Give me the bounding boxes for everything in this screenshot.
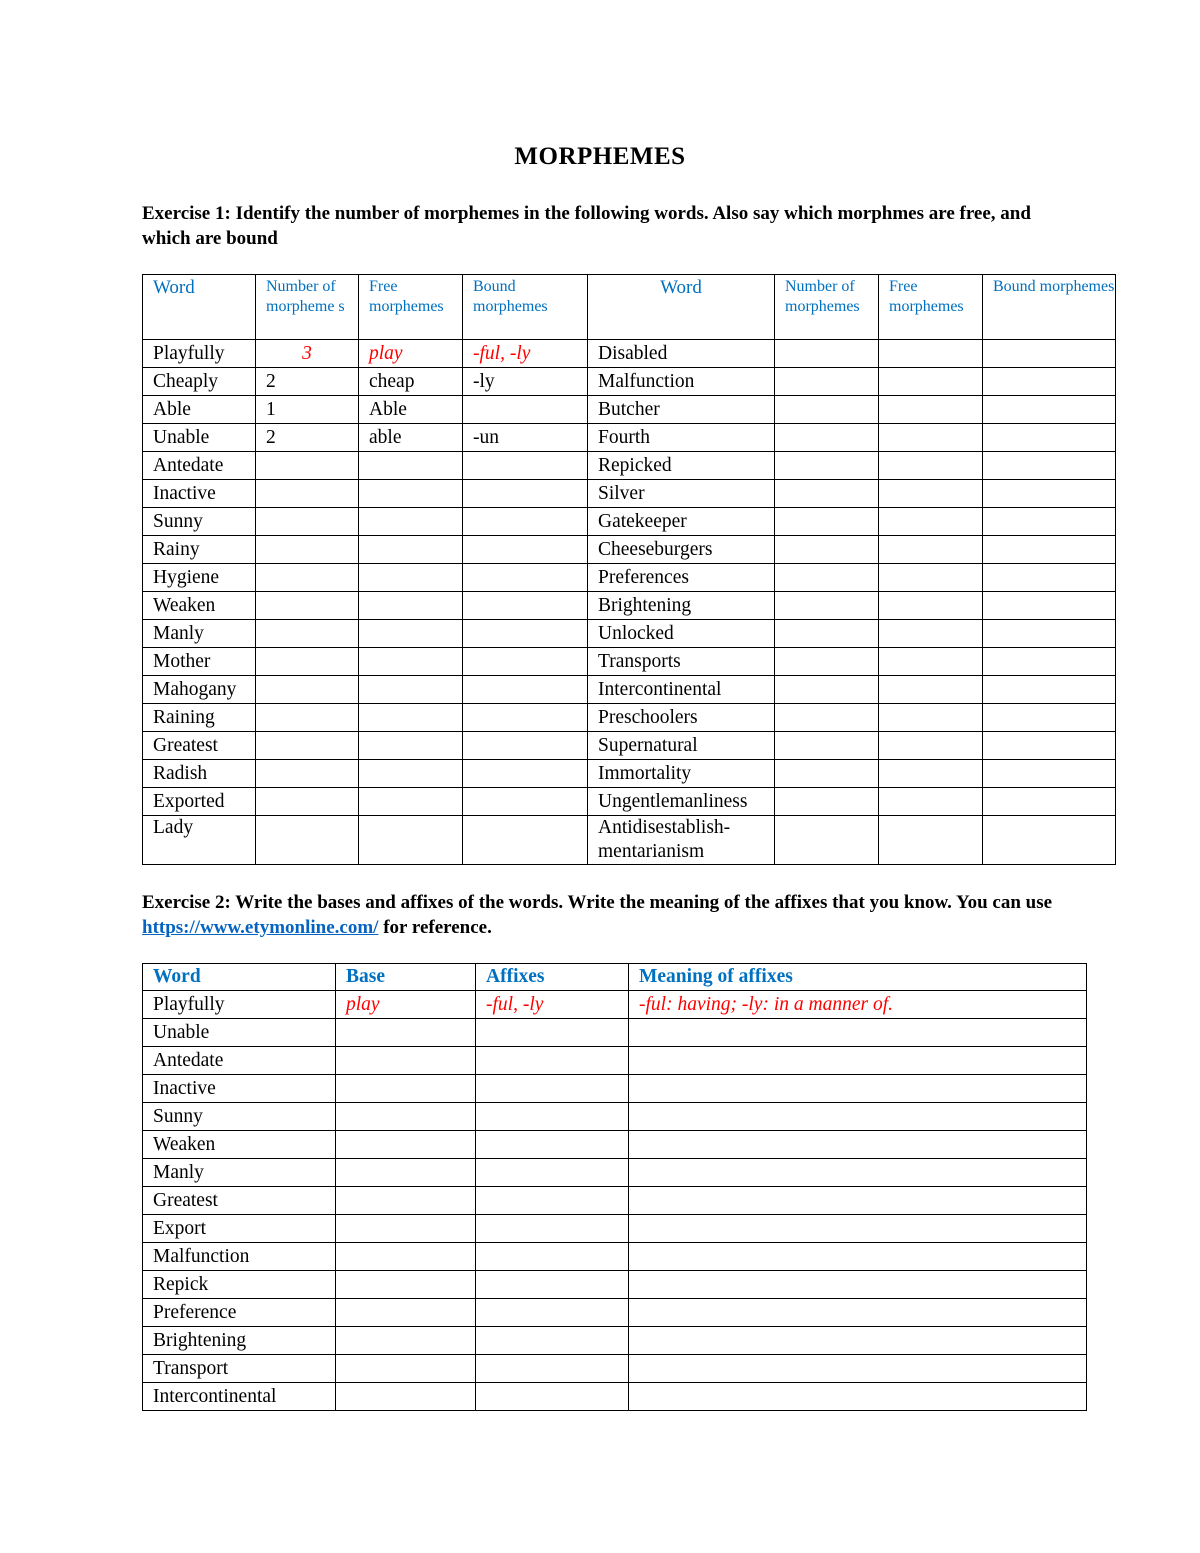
cell-word: Exported: [143, 788, 256, 816]
cell-word: Sunny: [143, 508, 256, 536]
cell-base: [336, 1159, 476, 1187]
cell-base: [336, 1187, 476, 1215]
cell-meaning: -ful: having; -ly: in a manner of.: [629, 991, 1087, 1019]
cell-bound: [463, 592, 588, 620]
cell-free2: [879, 592, 983, 620]
cell-word: Playfully: [143, 340, 256, 368]
col-header-free: Free morphemes: [359, 275, 463, 340]
exercise1-instruction: Identify the number of morphemes in the following words. Also say which morphmes are free, and which are bound: [142, 203, 1031, 249]
cell-affixes: [476, 1131, 629, 1159]
cell-word: Malfunction: [143, 1243, 336, 1271]
cell-base: [336, 1075, 476, 1103]
cell-number: [256, 788, 359, 816]
col-header-word: Word: [143, 964, 336, 991]
cell-number2: [775, 536, 879, 564]
cell-number2: [775, 480, 879, 508]
table-row: [143, 991, 1087, 1019]
cell-number: 3: [256, 340, 359, 368]
cell-word: Manly: [143, 620, 256, 648]
cell-word: Radish: [143, 760, 256, 788]
table-row: [143, 452, 1116, 480]
cell-number2: [775, 760, 879, 788]
cell-word: Inactive: [143, 1075, 336, 1103]
cell-word: Transport: [143, 1355, 336, 1383]
table-row: [143, 564, 1116, 592]
cell-number: [256, 816, 359, 865]
cell-free2: [879, 340, 983, 368]
col-header-bound-2: Bound morphemes: [983, 275, 1116, 340]
cell-word2: Silver: [588, 480, 775, 508]
cell-affixes: [476, 1159, 629, 1187]
cell-free: [359, 676, 463, 704]
cell-free: [359, 760, 463, 788]
cell-bound: [463, 732, 588, 760]
cell-free2: [879, 676, 983, 704]
table-row: [143, 1243, 1087, 1271]
cell-bound: [463, 620, 588, 648]
table-row: [143, 648, 1116, 676]
col-header-word-2: Word: [588, 275, 775, 340]
cell-word: Antedate: [143, 1047, 336, 1075]
table-row: [143, 1187, 1087, 1215]
cell-word: Weaken: [143, 1131, 336, 1159]
cell-number: [256, 480, 359, 508]
cell-bound2: [983, 816, 1116, 865]
cell-number2: [775, 592, 879, 620]
cell-free2: [879, 368, 983, 396]
cell-word2: Butcher: [588, 396, 775, 424]
cell-number2: [775, 620, 879, 648]
exercise2-instructions: [142, 890, 1082, 940]
cell-bound: -un: [463, 424, 588, 452]
cell-number: [256, 676, 359, 704]
cell-free2: [879, 704, 983, 732]
cell-word: Playfully: [143, 991, 336, 1019]
cell-meaning: [629, 1299, 1087, 1327]
col-header-number-2: Number of morphemes: [775, 275, 879, 340]
table-row: [143, 340, 1116, 368]
cell-word2: Intercontinental: [588, 676, 775, 704]
cell-word: Preference: [143, 1299, 336, 1327]
cell-meaning: [629, 1327, 1087, 1355]
cell-affixes: [476, 1271, 629, 1299]
table-row: [143, 1215, 1087, 1243]
cell-word: Unable: [143, 424, 256, 452]
cell-affixes: [476, 1047, 629, 1075]
table-row: [143, 1383, 1087, 1411]
cell-meaning: [629, 1215, 1087, 1243]
cell-bound: [463, 536, 588, 564]
cell-base: [336, 1103, 476, 1131]
col-header-affixes: Affixes: [476, 964, 629, 991]
cell-base: [336, 1271, 476, 1299]
cell-affixes: [476, 1019, 629, 1047]
cell-base: [336, 1047, 476, 1075]
cell-meaning: [629, 1243, 1087, 1271]
table-row: [143, 1327, 1087, 1355]
cell-affixes: [476, 1187, 629, 1215]
cell-word2: Ungentlemanliness: [588, 788, 775, 816]
cell-free2: [879, 564, 983, 592]
cell-affixes: [476, 1327, 629, 1355]
cell-base: [336, 1215, 476, 1243]
exercise2-header-row: [143, 964, 1087, 991]
cell-bound: [463, 508, 588, 536]
table-row: [143, 1355, 1087, 1383]
cell-bound: [463, 564, 588, 592]
cell-word: Greatest: [143, 732, 256, 760]
cell-word: Able: [143, 396, 256, 424]
cell-free: [359, 620, 463, 648]
cell-base: [336, 1131, 476, 1159]
cell-bound2: [983, 340, 1116, 368]
cell-meaning: [629, 1075, 1087, 1103]
cell-free2: [879, 732, 983, 760]
cell-word2: Fourth: [588, 424, 775, 452]
cell-bound2: [983, 396, 1116, 424]
cell-meaning: [629, 1159, 1087, 1187]
cell-affixes: [476, 1215, 629, 1243]
cell-free2: [879, 396, 983, 424]
cell-number2: [775, 424, 879, 452]
cell-word2: Repicked: [588, 452, 775, 480]
cell-number: 1: [256, 396, 359, 424]
cell-number2: [775, 452, 879, 480]
cell-word2: Preferences: [588, 564, 775, 592]
cell-bound2: [983, 732, 1116, 760]
cell-word2: Unlocked: [588, 620, 775, 648]
table-row: [143, 760, 1116, 788]
cell-number2: [775, 368, 879, 396]
cell-base: [336, 1299, 476, 1327]
cell-free2: [879, 760, 983, 788]
cell-bound: [463, 816, 588, 865]
cell-word: Intercontinental: [143, 1383, 336, 1411]
col-header-free-2: Free morphemes: [879, 275, 983, 340]
table-row: [143, 788, 1116, 816]
cell-bound2: [983, 480, 1116, 508]
cell-free: [359, 564, 463, 592]
cell-free2: [879, 452, 983, 480]
cell-free: [359, 480, 463, 508]
cell-bound2: [983, 620, 1116, 648]
exercise2-label: Exercise 2:: [142, 892, 231, 913]
table-row: [143, 1075, 1087, 1103]
table-row: [143, 592, 1116, 620]
exercise2-instruction-end: for reference.: [383, 917, 492, 938]
cell-free2: [879, 536, 983, 564]
cell-number2: [775, 732, 879, 760]
cell-number: [256, 648, 359, 676]
cell-bound2: [983, 788, 1116, 816]
table-row: [143, 1159, 1087, 1187]
cell-word: Weaken: [143, 592, 256, 620]
cell-free: able: [359, 424, 463, 452]
table-row: [143, 620, 1116, 648]
col-header-word: Word: [143, 275, 256, 340]
cell-number: [256, 452, 359, 480]
cell-word: Hygiene: [143, 564, 256, 592]
cell-number: [256, 592, 359, 620]
cell-base: [336, 1327, 476, 1355]
col-header-base: Base: [336, 964, 476, 991]
cell-number2: [775, 340, 879, 368]
cell-number: 2: [256, 424, 359, 452]
cell-bound2: [983, 648, 1116, 676]
cell-free2: [879, 816, 983, 865]
etymonline-link[interactable]: https://www.etymonline.com/: [142, 917, 379, 938]
cell-word: Manly: [143, 1159, 336, 1187]
cell-number: [256, 704, 359, 732]
cell-word2: Gatekeeper: [588, 508, 775, 536]
cell-bound2: [983, 368, 1116, 396]
cell-affixes: [476, 1383, 629, 1411]
table-row: [143, 1019, 1087, 1047]
page-title: MORPHEMES: [514, 143, 686, 170]
cell-word: Brightening: [143, 1327, 336, 1355]
col-header-bound: Bound morphemes: [463, 275, 588, 340]
cell-word: Greatest: [143, 1187, 336, 1215]
cell-word2: Disabled: [588, 340, 775, 368]
cell-bound: -ful, -ly: [463, 340, 588, 368]
cell-word2: Supernatural: [588, 732, 775, 760]
cell-number2: [775, 648, 879, 676]
table-row: [143, 396, 1116, 424]
table-row: [143, 1047, 1087, 1075]
cell-affixes: [476, 1243, 629, 1271]
cell-bound2: [983, 564, 1116, 592]
cell-number: 2: [256, 368, 359, 396]
table-row: [143, 816, 1116, 865]
cell-meaning: [629, 1019, 1087, 1047]
cell-bound2: [983, 424, 1116, 452]
cell-word: Sunny: [143, 1103, 336, 1131]
cell-word: Rainy: [143, 536, 256, 564]
cell-free: [359, 452, 463, 480]
table-row: [143, 1131, 1087, 1159]
cell-free: play: [359, 340, 463, 368]
cell-word2: Preschoolers: [588, 704, 775, 732]
cell-free2: [879, 480, 983, 508]
cell-meaning: [629, 1131, 1087, 1159]
cell-word2: Malfunction: [588, 368, 775, 396]
cell-free2: [879, 648, 983, 676]
cell-free2: [879, 620, 983, 648]
cell-meaning: [629, 1383, 1087, 1411]
cell-meaning: [629, 1355, 1087, 1383]
cell-base: [336, 1019, 476, 1047]
cell-free2: [879, 788, 983, 816]
col-header-number: Number of morpheme s: [256, 275, 359, 340]
cell-affixes: [476, 1299, 629, 1327]
cell-word2: Antidisestablish-mentarianism: [588, 816, 775, 865]
cell-number: [256, 536, 359, 564]
table-row: [143, 676, 1116, 704]
cell-word: Cheaply: [143, 368, 256, 396]
cell-base: [336, 1383, 476, 1411]
exercise1-instructions: [142, 201, 1082, 251]
cell-number2: [775, 676, 879, 704]
cell-affixes: [476, 1103, 629, 1131]
cell-base: play: [336, 991, 476, 1019]
exercise1-table: [142, 274, 1116, 865]
cell-bound: -ly: [463, 368, 588, 396]
cell-free: [359, 536, 463, 564]
table-row: [143, 480, 1116, 508]
cell-word: Raining: [143, 704, 256, 732]
cell-bound: [463, 676, 588, 704]
cell-affixes: -ful, -ly: [476, 991, 629, 1019]
cell-bound2: [983, 536, 1116, 564]
cell-word2: Brightening: [588, 592, 775, 620]
cell-number: [256, 760, 359, 788]
cell-free2: [879, 508, 983, 536]
cell-free: [359, 508, 463, 536]
cell-free: Able: [359, 396, 463, 424]
cell-bound2: [983, 508, 1116, 536]
cell-bound2: [983, 592, 1116, 620]
table-row: [143, 1271, 1087, 1299]
cell-bound: [463, 788, 588, 816]
table-row: [143, 536, 1116, 564]
cell-free: cheap: [359, 368, 463, 396]
cell-meaning: [629, 1187, 1087, 1215]
cell-bound2: [983, 676, 1116, 704]
cell-affixes: [476, 1075, 629, 1103]
cell-word: Antedate: [143, 452, 256, 480]
cell-number: [256, 564, 359, 592]
cell-word: Mother: [143, 648, 256, 676]
exercise2-instruction: Write the bases and affixes of the words. Write the meaning of the affixes that you know. You can use: [235, 892, 1053, 913]
cell-free: [359, 704, 463, 732]
cell-free: [359, 788, 463, 816]
cell-free: [359, 732, 463, 760]
col-header-meaning: Meaning of affixes: [629, 964, 1087, 991]
cell-word: Export: [143, 1215, 336, 1243]
cell-bound2: [983, 452, 1116, 480]
table-row: [143, 1299, 1087, 1327]
cell-number: [256, 508, 359, 536]
cell-bound2: [983, 704, 1116, 732]
cell-word: Mahogany: [143, 676, 256, 704]
cell-bound: [463, 480, 588, 508]
cell-number2: [775, 816, 879, 865]
exercise1-header-row: [143, 275, 1116, 340]
cell-word: Unable: [143, 1019, 336, 1047]
cell-word2: Transports: [588, 648, 775, 676]
table-row: [143, 368, 1116, 396]
cell-number2: [775, 704, 879, 732]
cell-base: [336, 1355, 476, 1383]
table-row: [143, 508, 1116, 536]
cell-base: [336, 1243, 476, 1271]
cell-word: Lady: [143, 816, 256, 865]
cell-number2: [775, 396, 879, 424]
cell-word2: Immortality: [588, 760, 775, 788]
cell-bound: [463, 396, 588, 424]
cell-number2: [775, 788, 879, 816]
cell-free: [359, 648, 463, 676]
cell-bound: [463, 760, 588, 788]
exercise1-label: Exercise 1:: [142, 203, 231, 224]
exercise2-table: [142, 963, 1087, 1411]
cell-bound: [463, 648, 588, 676]
cell-free: [359, 592, 463, 620]
cell-number2: [775, 564, 879, 592]
cell-number2: [775, 508, 879, 536]
cell-bound2: [983, 760, 1116, 788]
cell-bound: [463, 704, 588, 732]
cell-free: [359, 816, 463, 865]
cell-word: Repick: [143, 1271, 336, 1299]
table-row: [143, 732, 1116, 760]
cell-affixes: [476, 1355, 629, 1383]
cell-word2: Cheeseburgers: [588, 536, 775, 564]
cell-number: [256, 620, 359, 648]
table-row: [143, 424, 1116, 452]
cell-number: [256, 732, 359, 760]
cell-free2: [879, 424, 983, 452]
table-row: [143, 1103, 1087, 1131]
table-row: [143, 704, 1116, 732]
cell-word: Inactive: [143, 480, 256, 508]
cell-meaning: [629, 1047, 1087, 1075]
cell-meaning: [629, 1271, 1087, 1299]
cell-meaning: [629, 1103, 1087, 1131]
cell-bound: [463, 452, 588, 480]
